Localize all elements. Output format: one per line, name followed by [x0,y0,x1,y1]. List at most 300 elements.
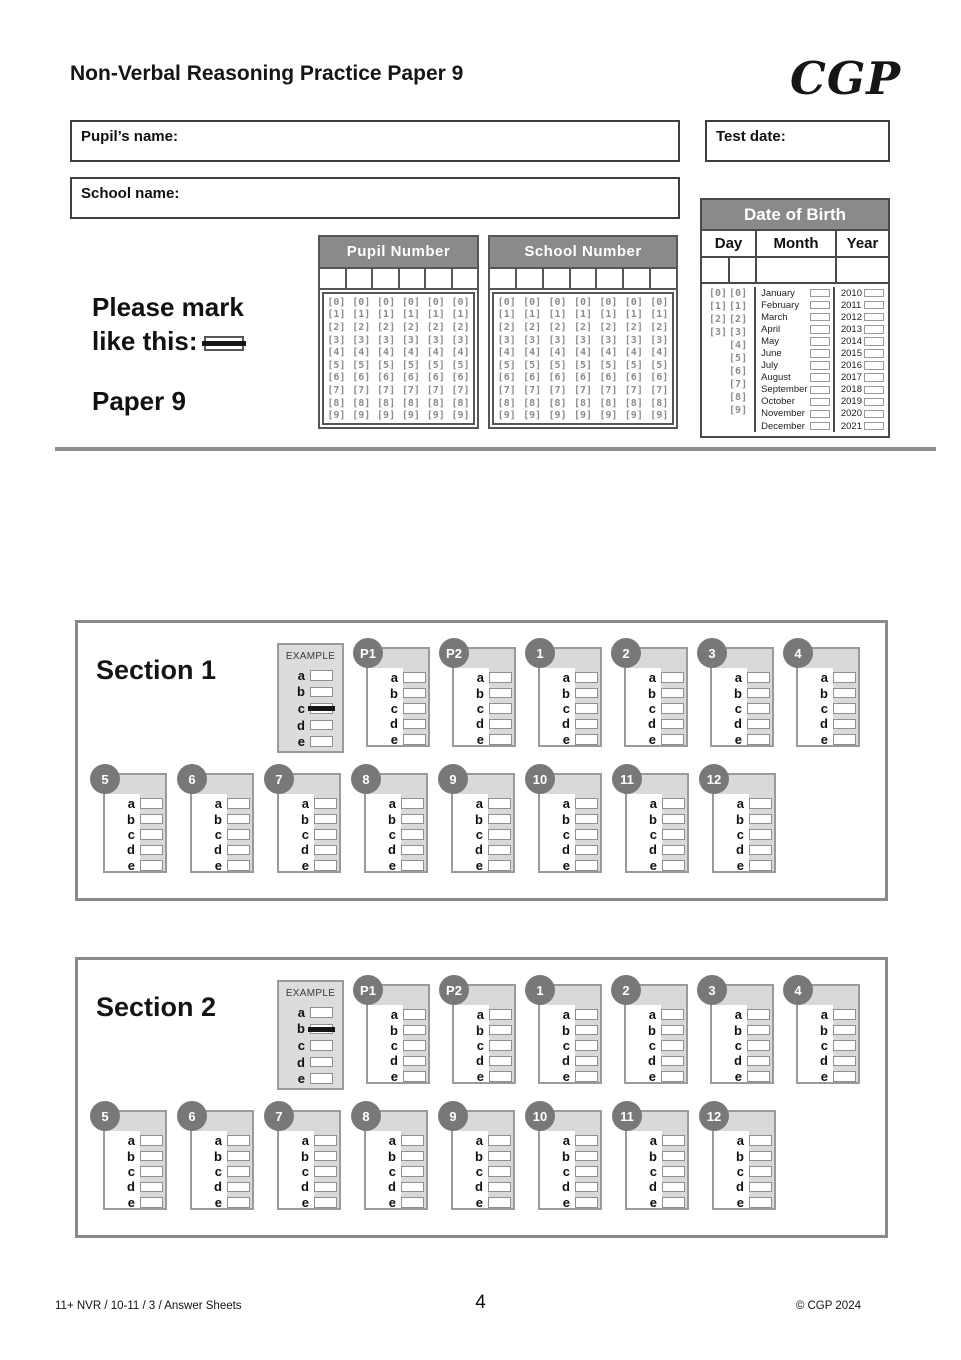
school-name-field[interactable] [70,177,680,219]
answer-box-8-d[interactable] [401,845,424,856]
day-digit-bubble[interactable]: [2] [729,314,748,325]
answer-box-8-a[interactable] [401,1135,424,1146]
answer-box-9-c[interactable] [488,1166,511,1177]
answer-box-9-d[interactable] [488,1182,511,1193]
answer-box-10-b[interactable] [575,1151,598,1162]
digit-bubble[interactable]: [5] [426,359,445,371]
digit-bubble[interactable]: [6] [451,372,470,384]
answer-box-8-b[interactable] [401,814,424,825]
answer-box-8-d[interactable] [401,1182,424,1193]
digit-bubble[interactable]: [4] [624,347,643,359]
answer-box-p2-e[interactable] [489,734,512,745]
answer-box-p1-a[interactable] [403,672,426,683]
answer-box-12-b[interactable] [749,814,772,825]
answer-box-3-e[interactable] [747,1071,770,1082]
digit-bubble[interactable]: [2] [599,321,618,333]
month-checkbox[interactable] [810,301,830,310]
digit-bubble[interactable]: [5] [327,359,346,371]
answer-box-7-c[interactable] [314,829,337,840]
digit-bubble[interactable]: [0] [624,296,643,308]
answer-box-9-e[interactable] [488,860,511,871]
answer-box-3-d[interactable] [747,1056,770,1067]
digit-bubble[interactable]: [7] [327,384,346,396]
digit-bubble[interactable]: [3] [599,334,618,346]
digit-bubble[interactable]: [5] [548,359,567,371]
month-checkbox[interactable] [810,289,830,298]
digit-bubble[interactable]: [3] [548,334,567,346]
day-digit-bubble[interactable]: [2] [708,314,728,325]
digit-bubble[interactable]: [9] [497,410,516,422]
answer-box-1-e[interactable] [575,734,598,745]
digit-bubble[interactable]: [2] [401,321,420,333]
answer-box-3-a[interactable] [747,1009,770,1020]
answer-box-11-b[interactable] [662,814,685,825]
digit-bubble[interactable]: [4] [426,347,445,359]
year-checkbox[interactable] [864,361,884,370]
digit-bubble[interactable]: [6] [548,372,567,384]
answer-box-6-d[interactable] [227,845,250,856]
test-date-field[interactable] [705,120,890,162]
number-entry-cell[interactable] [426,269,453,288]
digit-bubble[interactable]: [6] [352,372,371,384]
answer-box-9-c[interactable] [488,829,511,840]
digit-bubble[interactable]: [6] [523,372,542,384]
digit-bubble[interactable]: [5] [352,359,371,371]
year-checkbox[interactable] [864,313,884,322]
answer-box-5-c[interactable] [140,1166,163,1177]
number-entry-cell[interactable] [400,269,427,288]
number-entry-cell[interactable] [490,269,517,288]
digit-bubble[interactable]: [1] [573,309,592,321]
number-entry-cell[interactable] [347,269,374,288]
answer-box-p1-d[interactable] [403,1056,426,1067]
year-checkbox[interactable] [864,410,884,419]
answer-box-2-e[interactable] [661,734,684,745]
answer-box-p1-b[interactable] [403,688,426,699]
answer-box-5-e[interactable] [140,860,163,871]
answer-box-6-c[interactable] [227,1166,250,1177]
answer-box-p1-d[interactable] [403,719,426,730]
answer-box-11-c[interactable] [662,829,685,840]
answer-box-1-d[interactable] [575,1056,598,1067]
digit-bubble[interactable]: [7] [599,384,618,396]
answer-box-p1-e[interactable] [403,734,426,745]
answer-box-10-b[interactable] [575,814,598,825]
answer-box-12-a[interactable] [749,798,772,809]
answer-box-8-c[interactable] [401,829,424,840]
answer-box-1-e[interactable] [575,1071,598,1082]
answer-box-9-a[interactable] [488,798,511,809]
day-digit-bubble[interactable]: [0] [729,288,748,299]
year-checkbox[interactable] [864,398,884,407]
digit-bubble[interactable]: [1] [377,309,396,321]
digit-bubble[interactable]: [5] [624,359,643,371]
digit-bubble[interactable]: [7] [523,384,542,396]
answer-box-5-a[interactable] [140,798,163,809]
year-checkbox[interactable] [864,422,884,431]
answer-box-7-d[interactable] [314,1182,337,1193]
digit-bubble[interactable]: [9] [573,410,592,422]
digit-bubble[interactable]: [8] [451,397,470,409]
digit-bubble[interactable]: [7] [377,384,396,396]
number-entry-cell[interactable] [651,269,676,288]
answer-box-4-b[interactable] [833,688,856,699]
digit-bubble[interactable]: [8] [327,397,346,409]
answer-box-10-c[interactable] [575,1166,598,1177]
digit-bubble[interactable]: [9] [548,410,567,422]
answer-box-3-b[interactable] [747,688,770,699]
answer-box-p1-b[interactable] [403,1025,426,1036]
answer-box-11-a[interactable] [662,798,685,809]
digit-bubble[interactable]: [7] [401,384,420,396]
digit-bubble[interactable]: [7] [451,384,470,396]
digit-bubble[interactable]: [9] [426,410,445,422]
answer-box-1-b[interactable] [575,1025,598,1036]
answer-box-11-c[interactable] [662,1166,685,1177]
digit-bubble[interactable]: [8] [548,397,567,409]
answer-box-6-e[interactable] [227,860,250,871]
month-cell[interactable] [757,258,837,282]
digit-bubble[interactable]: [6] [377,372,396,384]
digit-bubble[interactable]: [5] [377,359,396,371]
answer-box-p2-d[interactable] [489,719,512,730]
digit-bubble[interactable]: [6] [497,372,516,384]
digit-bubble[interactable]: [9] [599,410,618,422]
digit-bubble[interactable]: [5] [573,359,592,371]
digit-bubble[interactable]: [1] [401,309,420,321]
digit-bubble[interactable]: [4] [352,347,371,359]
digit-bubble[interactable]: [0] [327,296,346,308]
answer-box-p2-a[interactable] [489,672,512,683]
digit-bubble[interactable]: [0] [377,296,396,308]
digit-bubble[interactable]: [3] [451,334,470,346]
digit-bubble[interactable]: [9] [650,410,669,422]
answer-box-6-b[interactable] [227,814,250,825]
answer-box-10-a[interactable] [575,1135,598,1146]
answer-box-2-b[interactable] [661,688,684,699]
answer-box-8-e[interactable] [401,860,424,871]
month-checkbox[interactable] [810,361,830,370]
digit-bubble[interactable]: [1] [523,309,542,321]
digit-bubble[interactable]: [9] [377,410,396,422]
digit-bubble[interactable]: [6] [650,372,669,384]
answer-box-12-a[interactable] [749,1135,772,1146]
digit-bubble[interactable]: [8] [523,397,542,409]
digit-bubble[interactable]: [4] [401,347,420,359]
year-checkbox[interactable] [864,301,884,310]
digit-bubble[interactable]: [5] [401,359,420,371]
answer-box-3-c[interactable] [747,1040,770,1051]
digit-bubble[interactable]: [7] [650,384,669,396]
answer-box-3-b[interactable] [747,1025,770,1036]
answer-box-9-d[interactable] [488,845,511,856]
answer-box-5-b[interactable] [140,1151,163,1162]
number-entry-cell[interactable] [320,269,347,288]
answer-box-1-a[interactable] [575,672,598,683]
answer-box-11-e[interactable] [662,1197,685,1208]
digit-bubble[interactable]: [8] [624,397,643,409]
digit-bubble[interactable]: [3] [624,334,643,346]
digit-bubble[interactable]: [4] [523,347,542,359]
day-digit-bubble[interactable]: [0] [708,288,728,299]
answer-box-6-c[interactable] [227,829,250,840]
digit-bubble[interactable]: [2] [548,321,567,333]
digit-bubble[interactable]: [8] [497,397,516,409]
answer-box-12-d[interactable] [749,845,772,856]
digit-bubble[interactable]: [3] [352,334,371,346]
answer-box-4-a[interactable] [833,1009,856,1020]
year-checkbox[interactable] [864,289,884,298]
digit-bubble[interactable]: [9] [327,410,346,422]
answer-box-2-c[interactable] [661,1040,684,1051]
answer-box-10-c[interactable] [575,829,598,840]
answer-box-1-a[interactable] [575,1009,598,1020]
answer-box-4-c[interactable] [833,1040,856,1051]
pupil-name-field[interactable] [70,120,680,162]
digit-bubble[interactable]: [8] [599,397,618,409]
answer-box-10-a[interactable] [575,798,598,809]
answer-box-11-a[interactable] [662,1135,685,1146]
digit-bubble[interactable]: [9] [523,410,542,422]
month-checkbox[interactable] [810,313,830,322]
digit-bubble[interactable]: [7] [573,384,592,396]
answer-box-3-e[interactable] [747,734,770,745]
digit-bubble[interactable]: [0] [451,296,470,308]
answer-box-8-c[interactable] [401,1166,424,1177]
digit-bubble[interactable]: [5] [650,359,669,371]
answer-box-9-a[interactable] [488,1135,511,1146]
answer-box-6-a[interactable] [227,798,250,809]
year-checkbox[interactable] [864,337,884,346]
digit-bubble[interactable]: [7] [426,384,445,396]
digit-bubble[interactable]: [3] [573,334,592,346]
digit-bubble[interactable]: [3] [401,334,420,346]
year-checkbox[interactable] [864,373,884,382]
answer-box-2-e[interactable] [661,1071,684,1082]
day-digit-bubble[interactable]: [5] [729,353,748,364]
answer-box-p2-c[interactable] [489,1040,512,1051]
month-checkbox[interactable] [810,398,830,407]
number-entry-cell[interactable] [597,269,624,288]
answer-box-1-c[interactable] [575,703,598,714]
digit-bubble[interactable]: [7] [352,384,371,396]
answer-box-p2-c[interactable] [489,703,512,714]
answer-box-7-e[interactable] [314,1197,337,1208]
digit-bubble[interactable]: [1] [650,309,669,321]
answer-box-12-c[interactable] [749,829,772,840]
month-checkbox[interactable] [810,325,830,334]
digit-bubble[interactable]: [0] [548,296,567,308]
digit-bubble[interactable]: [8] [401,397,420,409]
answer-box-2-c[interactable] [661,703,684,714]
answer-box-4-b[interactable] [833,1025,856,1036]
number-entry-cell[interactable] [544,269,571,288]
digit-bubble[interactable]: [2] [426,321,445,333]
digit-bubble[interactable]: [0] [426,296,445,308]
answer-box-7-b[interactable] [314,1151,337,1162]
digit-bubble[interactable]: [1] [624,309,643,321]
number-entry-cell[interactable] [373,269,400,288]
digit-bubble[interactable]: [0] [599,296,618,308]
answer-box-2-a[interactable] [661,672,684,683]
answer-box-4-e[interactable] [833,1071,856,1082]
digit-bubble[interactable]: [8] [352,397,371,409]
day-digit-bubble[interactable]: [3] [708,327,728,338]
answer-box-11-d[interactable] [662,1182,685,1193]
digit-bubble[interactable]: [4] [548,347,567,359]
answer-box-p2-d[interactable] [489,1056,512,1067]
answer-box-p2-e[interactable] [489,1071,512,1082]
answer-box-5-d[interactable] [140,1182,163,1193]
answer-box-4-d[interactable] [833,719,856,730]
month-checkbox[interactable] [810,337,830,346]
digit-bubble[interactable]: [3] [377,334,396,346]
answer-box-12-e[interactable] [749,1197,772,1208]
digit-bubble[interactable]: [6] [426,372,445,384]
number-entry-cell[interactable] [453,269,478,288]
digit-bubble[interactable]: [0] [650,296,669,308]
month-checkbox[interactable] [810,410,830,419]
answer-box-7-b[interactable] [314,814,337,825]
answer-box-5-d[interactable] [140,845,163,856]
answer-box-5-e[interactable] [140,1197,163,1208]
answer-box-11-e[interactable] [662,860,685,871]
digit-bubble[interactable]: [0] [523,296,542,308]
answer-box-12-c[interactable] [749,1166,772,1177]
answer-box-12-e[interactable] [749,860,772,871]
digit-bubble[interactable]: [4] [650,347,669,359]
digit-bubble[interactable]: [5] [451,359,470,371]
month-checkbox[interactable] [810,422,830,431]
digit-bubble[interactable]: [1] [426,309,445,321]
answer-box-2-b[interactable] [661,1025,684,1036]
answer-box-p2-b[interactable] [489,688,512,699]
answer-box-6-e[interactable] [227,1197,250,1208]
year-cell[interactable] [837,258,888,282]
day-units-cell[interactable] [730,258,758,282]
answer-box-6-d[interactable] [227,1182,250,1193]
digit-bubble[interactable]: [4] [497,347,516,359]
answer-box-7-d[interactable] [314,845,337,856]
digit-bubble[interactable]: [3] [523,334,542,346]
digit-bubble[interactable]: [6] [599,372,618,384]
digit-bubble[interactable]: [8] [426,397,445,409]
digit-bubble[interactable]: [1] [599,309,618,321]
digit-bubble[interactable]: [1] [327,309,346,321]
day-digit-bubble[interactable]: [3] [729,327,748,338]
year-checkbox[interactable] [864,349,884,358]
digit-bubble[interactable]: [1] [497,309,516,321]
digit-bubble[interactable]: [4] [573,347,592,359]
answer-box-9-e[interactable] [488,1197,511,1208]
digit-bubble[interactable]: [6] [401,372,420,384]
answer-box-6-b[interactable] [227,1151,250,1162]
month-checkbox[interactable] [810,373,830,382]
digit-bubble[interactable]: [1] [548,309,567,321]
digit-bubble[interactable]: [7] [548,384,567,396]
digit-bubble[interactable]: [2] [451,321,470,333]
digit-bubble[interactable]: [9] [451,410,470,422]
answer-box-4-e[interactable] [833,734,856,745]
answer-box-1-d[interactable] [575,719,598,730]
answer-box-7-c[interactable] [314,1166,337,1177]
answer-box-p1-a[interactable] [403,1009,426,1020]
digit-bubble[interactable]: [9] [624,410,643,422]
digit-bubble[interactable]: [8] [573,397,592,409]
day-tens-cell[interactable] [702,258,730,282]
digit-bubble[interactable]: [4] [451,347,470,359]
year-checkbox[interactable] [864,386,884,395]
digit-bubble[interactable]: [3] [497,334,516,346]
digit-bubble[interactable]: [5] [523,359,542,371]
month-checkbox[interactable] [810,386,830,395]
digit-bubble[interactable]: [2] [650,321,669,333]
answer-box-2-d[interactable] [661,1056,684,1067]
digit-bubble[interactable]: [2] [523,321,542,333]
answer-box-11-b[interactable] [662,1151,685,1162]
digit-bubble[interactable]: [0] [573,296,592,308]
digit-bubble[interactable]: [7] [497,384,516,396]
digit-bubble[interactable]: [2] [377,321,396,333]
answer-box-5-b[interactable] [140,814,163,825]
digit-bubble[interactable]: [4] [377,347,396,359]
day-digit-bubble[interactable]: [9] [729,405,748,416]
day-digit-bubble[interactable]: [7] [729,379,748,390]
digit-bubble[interactable]: [8] [377,397,396,409]
answer-box-11-d[interactable] [662,845,685,856]
day-digit-bubble[interactable]: [6] [729,366,748,377]
digit-bubble[interactable]: [2] [624,321,643,333]
answer-box-9-b[interactable] [488,814,511,825]
answer-box-9-b[interactable] [488,1151,511,1162]
answer-box-10-d[interactable] [575,845,598,856]
day-digit-bubble[interactable]: [4] [729,340,748,351]
digit-bubble[interactable]: [1] [352,309,371,321]
digit-bubble[interactable]: [9] [352,410,371,422]
answer-box-12-b[interactable] [749,1151,772,1162]
answer-box-1-c[interactable] [575,1040,598,1051]
answer-box-6-a[interactable] [227,1135,250,1146]
answer-box-3-d[interactable] [747,719,770,730]
digit-bubble[interactable]: [5] [599,359,618,371]
answer-box-8-a[interactable] [401,798,424,809]
answer-box-p1-c[interactable] [403,1040,426,1051]
answer-box-4-d[interactable] [833,1056,856,1067]
number-entry-cell[interactable] [624,269,651,288]
digit-bubble[interactable]: [1] [451,309,470,321]
number-entry-cell[interactable] [517,269,544,288]
answer-box-8-e[interactable] [401,1197,424,1208]
answer-box-4-a[interactable] [833,672,856,683]
digit-bubble[interactable]: [3] [650,334,669,346]
answer-box-8-b[interactable] [401,1151,424,1162]
digit-bubble[interactable]: [2] [327,321,346,333]
day-digit-bubble[interactable]: [8] [729,392,748,403]
answer-box-3-a[interactable] [747,672,770,683]
answer-box-12-d[interactable] [749,1182,772,1193]
digit-bubble[interactable]: [0] [352,296,371,308]
answer-box-4-c[interactable] [833,703,856,714]
digit-bubble[interactable]: [6] [573,372,592,384]
month-checkbox[interactable] [810,349,830,358]
digit-bubble[interactable]: [9] [401,410,420,422]
digit-bubble[interactable]: [2] [573,321,592,333]
digit-bubble[interactable]: [7] [624,384,643,396]
answer-box-7-a[interactable] [314,798,337,809]
answer-box-10-e[interactable] [575,1197,598,1208]
answer-box-2-d[interactable] [661,719,684,730]
digit-bubble[interactable]: [5] [497,359,516,371]
